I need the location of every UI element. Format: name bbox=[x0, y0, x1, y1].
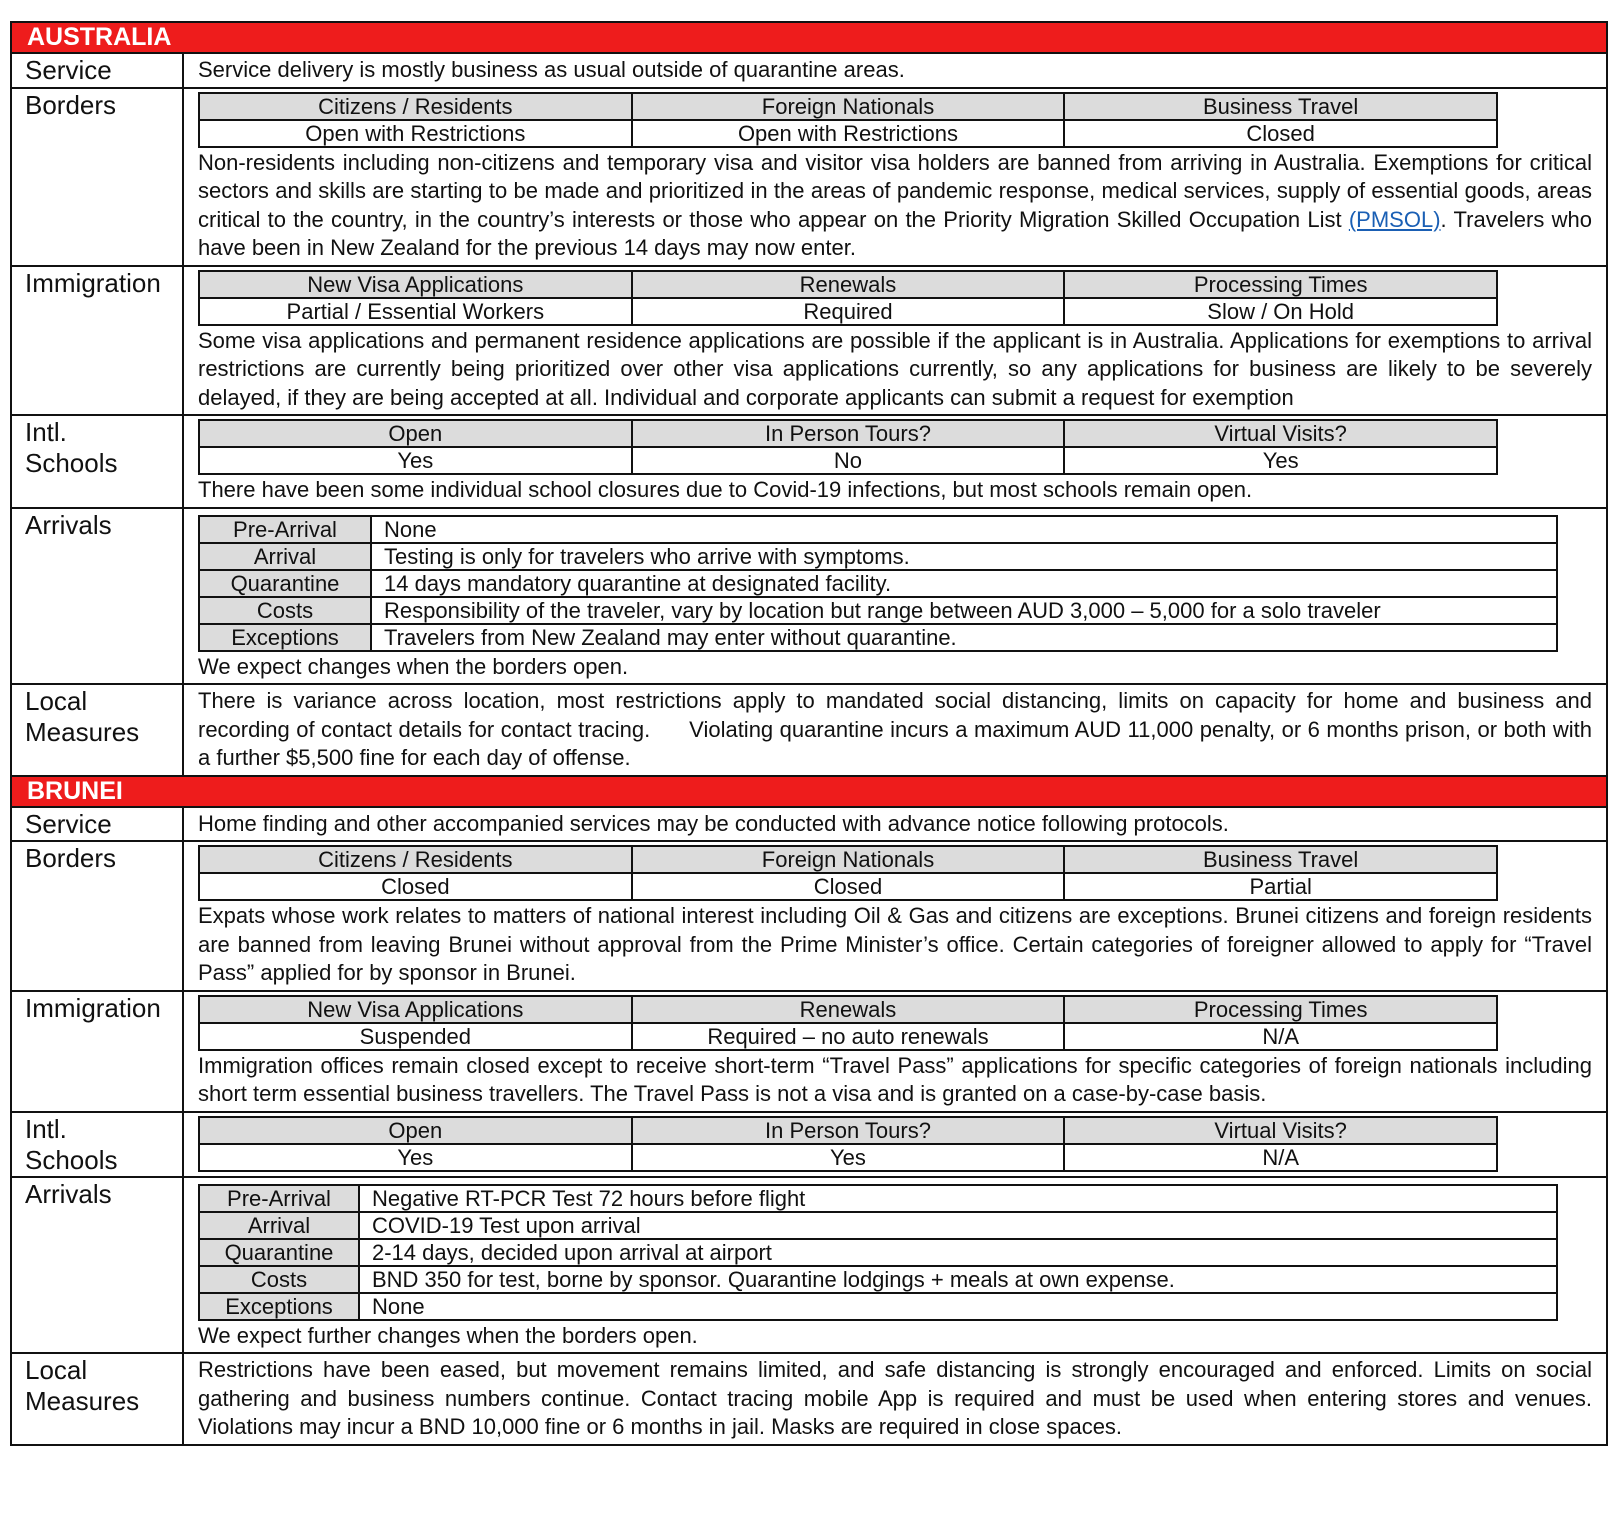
borders-text-part: Non-residents including non-citizens and temporary visa and visitor visa holders are banned from arriving in Australia. Exemptions for critical sectors and skills are starting to be made and prioritized in the areas of pandemic response, medical services, supply of essential goods, areas critical to the country, in the country’s interests or those who appear on the Priority Migration Skilled Occupation List bbox=[198, 149, 1592, 232]
borders-text: Expats whose work relates to matters of national interest including Oil & Gas and citizens are exceptions. Brunei citizens and foreign residents are banned from leaving Brunei without approval from the Prime Minister’s office. Certain categories of foreigner allowed to apply for “Travel Pass” applied for by sponsor in Brunei. bbox=[198, 903, 1592, 985]
borders-header: Foreign Nationals bbox=[632, 93, 1065, 120]
arrivals-row bbox=[199, 543, 1557, 570]
schools-cell bbox=[183, 415, 1607, 508]
schools-label-line: Schools bbox=[25, 448, 118, 478]
immigration-value: Slow / On Hold bbox=[1064, 298, 1497, 325]
service-text: Service delivery is mostly business as usual outside of quarantine areas. bbox=[183, 53, 1607, 88]
arrivals-key: Exceptions bbox=[199, 624, 371, 651]
schools-value: No bbox=[632, 447, 1065, 474]
borders-status-table bbox=[198, 92, 1498, 148]
local-label-line: Measures bbox=[25, 717, 140, 747]
arrivals-cell bbox=[183, 1177, 1607, 1354]
schools-text: There have been some individual school closures due to Covid-19 infections, but most schools remain open. bbox=[198, 477, 1253, 502]
arrivals-key: Pre-Arrival bbox=[199, 516, 371, 543]
immigration-header: Renewals bbox=[632, 996, 1065, 1023]
immigration-cell bbox=[183, 266, 1607, 416]
schools-value: Yes bbox=[632, 1144, 1065, 1171]
local-measures-text: There is variance across location, most restrictions apply to mandated social distancing, limits on capacity for home and business and recording of contact details for contact tracing. Violating quarantine incurs a maximum AUD 11,000 penalty, or 6 months prison, or both with a further $5,500 fine for each day of offense. bbox=[198, 688, 1599, 770]
arrivals-key: Exceptions bbox=[199, 1293, 359, 1320]
schools-header: In Person Tours? bbox=[632, 1117, 1065, 1144]
row-label-service: Service bbox=[11, 807, 183, 842]
arrivals-key: Quarantine bbox=[199, 1239, 359, 1266]
arrivals-table bbox=[198, 1184, 1558, 1321]
arrivals-key: Costs bbox=[199, 1266, 359, 1293]
arrivals-row bbox=[199, 1212, 1557, 1239]
schools-value: Yes bbox=[1064, 447, 1497, 474]
immigration-cell bbox=[183, 991, 1607, 1112]
row-label-immigration: Immigration bbox=[11, 991, 183, 1112]
arrivals-value: Negative RT-PCR Test 72 hours before flight bbox=[359, 1185, 1557, 1212]
arrivals-key: Quarantine bbox=[199, 570, 371, 597]
borders-value: Open with Restrictions bbox=[199, 120, 632, 147]
arrivals-value: COVID-19 Test upon arrival bbox=[359, 1212, 1557, 1239]
arrivals-row bbox=[199, 597, 1557, 624]
arrivals-row bbox=[199, 1293, 1557, 1320]
schools-value: Yes bbox=[199, 447, 632, 474]
immigration-value: Partial / Essential Workers bbox=[199, 298, 632, 325]
borders-header: Citizens / Residents bbox=[199, 93, 632, 120]
immigration-header: Processing Times bbox=[1064, 271, 1497, 298]
country-table bbox=[10, 21, 1608, 1446]
row-label-immigration: Immigration bbox=[11, 266, 183, 416]
arrivals-text: We expect further changes when the borders open. bbox=[198, 1322, 698, 1348]
arrivals-row bbox=[199, 1239, 1557, 1266]
local-measures-cell bbox=[183, 1353, 1607, 1445]
immigration-text: Some visa applications and permanent residence applications are possible if the applicant is in Australia. Applications for exemptions to arrival restrictions are currently being prioritized over other visa applications currently, so any applications for business are likely to be severely delayed, if they are being accepted at all. Individual and corporate applicants can submit a request for exemption bbox=[198, 327, 1592, 410]
immigration-value: N/A bbox=[1064, 1023, 1497, 1050]
borders-status-table bbox=[198, 845, 1498, 901]
local-label-line: Local bbox=[25, 686, 88, 716]
immigration-value: Required bbox=[632, 298, 1065, 325]
borders-header: Citizens / Residents bbox=[199, 846, 632, 873]
arrivals-value: 14 days mandatory quarantine at designated facility. bbox=[371, 570, 1557, 597]
schools-cell bbox=[183, 1112, 1607, 1177]
arrivals-value: None bbox=[371, 516, 1557, 543]
row-label-borders: Borders bbox=[11, 841, 183, 991]
arrivals-row bbox=[199, 624, 1557, 651]
borders-cell bbox=[183, 88, 1607, 266]
immigration-value: Suspended bbox=[199, 1023, 632, 1050]
arrivals-key: Arrival bbox=[199, 1212, 359, 1239]
arrivals-value: 2-14 days, decided upon arrival at airport bbox=[359, 1239, 1557, 1266]
arrivals-value: Testing is only for travelers who arrive with symptoms. bbox=[371, 543, 1557, 570]
arrivals-value: None bbox=[359, 1293, 1557, 1320]
pmsol-link[interactable]: (PMSOL) bbox=[1348, 206, 1441, 232]
schools-header: Open bbox=[199, 1117, 632, 1144]
immigration-header: New Visa Applications bbox=[199, 996, 632, 1023]
schools-header: Open bbox=[199, 420, 632, 447]
document bbox=[10, 21, 1606, 1446]
schools-label-line: Schools bbox=[25, 1144, 118, 1175]
row-label-local-measures bbox=[11, 684, 183, 776]
row-label-borders: Borders bbox=[11, 88, 183, 266]
service-text: Home finding and other accompanied services may be conducted with advance notice following protocols. bbox=[183, 807, 1607, 842]
arrivals-key: Costs bbox=[199, 597, 371, 624]
immigration-header: Processing Times bbox=[1064, 996, 1497, 1023]
schools-status-table bbox=[198, 419, 1498, 475]
borders-value: Closed bbox=[199, 873, 632, 900]
row-label-service: Service bbox=[11, 53, 183, 88]
arrivals-key: Pre-Arrival bbox=[199, 1185, 359, 1212]
schools-header: Virtual Visits? bbox=[1064, 1117, 1497, 1144]
arrivals-row bbox=[199, 1185, 1557, 1212]
country-header-australia: AUSTRALIA bbox=[11, 22, 1607, 53]
immigration-header: Renewals bbox=[632, 271, 1065, 298]
immigration-text: Immigration offices remain closed except to receive short-term “Travel Pass” applications for specific categories of foreign nationals including short term essential business travellers. The Travel Pass is not a visa and is granted on a case-by-case basis. bbox=[198, 1052, 1592, 1106]
immigration-status-table bbox=[198, 270, 1498, 326]
borders-header: Business Travel bbox=[1064, 93, 1497, 120]
schools-header: Virtual Visits? bbox=[1064, 420, 1497, 447]
schools-label-line: Intl. bbox=[25, 1113, 67, 1144]
local-label-line: Measures bbox=[25, 1386, 140, 1416]
row-label-arrivals: Arrivals bbox=[11, 1177, 183, 1354]
row-label-arrivals: Arrivals bbox=[11, 508, 183, 685]
arrivals-table bbox=[198, 515, 1558, 652]
row-label-schools bbox=[11, 415, 183, 508]
borders-text bbox=[198, 149, 1592, 263]
schools-value: Yes bbox=[199, 1144, 632, 1171]
immigration-value: Required – no auto renewals bbox=[632, 1023, 1065, 1050]
borders-cell bbox=[183, 841, 1607, 991]
arrivals-value: BND 350 for test, borne by sponsor. Quarantine lodgings + meals at own expense. bbox=[359, 1266, 1557, 1293]
schools-status-table bbox=[198, 1116, 1498, 1172]
row-label-schools bbox=[11, 1112, 183, 1177]
arrivals-value: Responsibility of the traveler, vary by location but range between AUD 3,000 – 5,000 for a solo traveler bbox=[371, 597, 1557, 624]
schools-header: In Person Tours? bbox=[632, 420, 1065, 447]
local-measures-text: Restrictions have been eased, but movement remains limited, and safe distancing is strongly encouraged and enforced. Limits on social gathering and business numbers continue. Contact tracing mobile App is required and must be used when entering stores and venues. Violations may incur a BND 10,000 fine or 6 months in jail. Masks are required in close spaces. bbox=[198, 1357, 1592, 1439]
borders-value: Partial bbox=[1064, 873, 1497, 900]
local-label-line: Local bbox=[25, 1355, 88, 1385]
row-label-local-measures bbox=[11, 1353, 183, 1445]
arrivals-text: We expect changes when the borders open. bbox=[198, 653, 629, 679]
country-header-brunei: BRUNEI bbox=[11, 776, 1607, 807]
arrivals-row bbox=[199, 516, 1557, 543]
arrivals-row bbox=[199, 570, 1557, 597]
borders-header: Foreign Nationals bbox=[632, 846, 1065, 873]
schools-label-line: Intl. bbox=[25, 417, 67, 447]
borders-header: Business Travel bbox=[1064, 846, 1497, 873]
immigration-header: New Visa Applications bbox=[199, 271, 632, 298]
arrivals-row bbox=[199, 1266, 1557, 1293]
immigration-status-table bbox=[198, 995, 1498, 1051]
borders-text-part: . Travelers who have been in New Zealand for the previous 14 days may now enter. bbox=[198, 206, 1592, 260]
borders-value: Closed bbox=[632, 873, 1065, 900]
schools-value: N/A bbox=[1064, 1144, 1497, 1171]
arrivals-cell bbox=[183, 508, 1607, 685]
borders-value: Closed bbox=[1064, 120, 1497, 147]
arrivals-key: Arrival bbox=[199, 543, 371, 570]
borders-value: Open with Restrictions bbox=[632, 120, 1065, 147]
local-measures-cell bbox=[183, 684, 1607, 776]
arrivals-value: Travelers from New Zealand may enter without quarantine. bbox=[371, 624, 1557, 651]
